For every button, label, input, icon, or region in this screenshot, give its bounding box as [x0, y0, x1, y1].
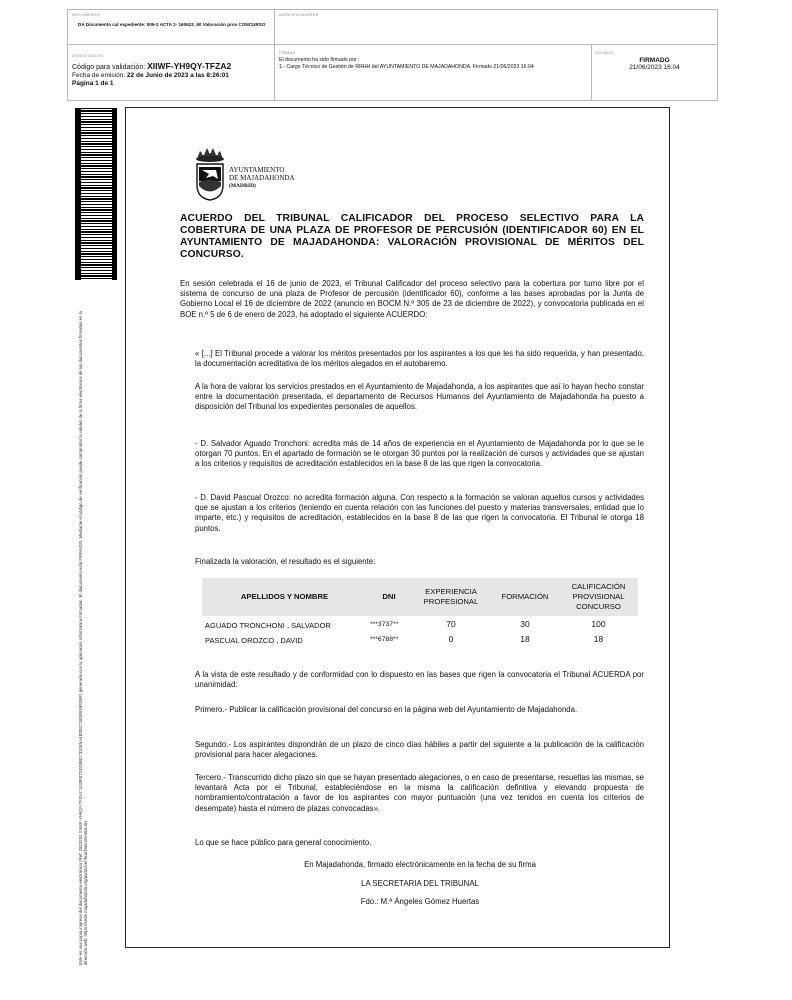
segundo-paragraph: Segundo.- Los aspirantes dispondrán de un plazo de cinco días hábiles a partir del siguiente a la publicación de la calificación provisional para hacer alegaciones.	[195, 740, 644, 760]
codigo-value: XIIWF-YH9QY-TFZA2	[147, 61, 232, 71]
signature-name: Fdo.: M.ª Ángeles Gómez Huertas	[360, 897, 480, 906]
finalizada-paragraph: Finalizada la valoración, el resultado es el siguiente:	[195, 557, 376, 566]
header-apellidos: APELLIDOS Y NOMBRE	[240, 592, 329, 601]
cell-experiencia: 70	[446, 619, 456, 629]
cell-name: AGUADO TRONCHONI , SALVADOR	[205, 621, 331, 630]
otros-datos-cell: OTROS DATOS Código para validación: XIIWF-YH9QY-TFZA2 Fecha de emisión: 22 de Junio de 2023 a las 8:26:01 Página 1 de 1	[67, 44, 275, 101]
estado-date: 21/06/2023 16:04	[629, 64, 680, 71]
firmas-cell: FIRMAS El documento ha sido firmado por : 1.- Cargo Técnico de Gestión de RRHH del AYUNTAMIENTO DE MAJADAHONDA. Firmado 21/06/2023 16:04	[274, 44, 592, 101]
documento-value: DA Documento cal expediente: 009-2 ACTA 2- 160623_60 Valoración prov CONCURSO	[78, 22, 266, 27]
cell-formacion: 30	[520, 619, 530, 629]
cell-dni: ***6788**	[370, 636, 399, 643]
cell-calificacion: 18	[593, 634, 604, 644]
quote-paragraph-2: A la hora de valorar los servicios prestados en el Ayuntamiento de Majadahonda, a los aspirantes que así lo hayan hecho constar entre la documentación presentada, el departamento de Recursos Humanos del Ayuntamiento de Majadahonda ha puesto a disposición del Tribunal los expedientes personales de aquellos.	[195, 382, 644, 412]
header-dni: DNI	[382, 592, 396, 601]
cell-calificacion: 100	[591, 619, 606, 629]
signature-header	[67, 9, 718, 101]
header-formacion: FORMACIÓN	[501, 592, 549, 601]
documento-cell: DOCUMENTO DA Documento cal expediente: 009-2 ACTA 2- 160623_60 Valoración prov CONCURSO	[67, 9, 275, 45]
table-header	[202, 578, 638, 616]
cell-name: PASCUAL OROZCO , DAVID	[205, 636, 303, 645]
header-experiencia: EXPERIENCIA PROFESIONAL	[423, 587, 479, 606]
coat-of-arms-logo	[193, 145, 227, 201]
side-validation-text: Este es una copia impresa del documento electrónico (Ref: 2823292 XIIWF-YH9QY-TFZA2 1133F07DDD0B27332E5A4E0D27182B91BFD8F) generada con la aplicación informática Firmadoc. El documento está FIRMADO. Mediante el código de verificación puede comprobar la validez de la firma electrónica de los documentos firmados en la dirección web: https://sede.majadahonda.org/portal/verificarDocumentos.do	[78, 311, 89, 965]
crown-jewel-right	[216, 153, 218, 155]
codigo-validacion: Código para validación: XIIWF-YH9QY-TFZA2	[72, 61, 232, 71]
vista-paragraph: A la vista de este resultado y de conformidad con lo dispuesto en las bases que rigen la convocatoria el Tribunal ACUERDA por unanimidad:	[195, 670, 644, 690]
signature-place: En Majadahonda, firmado electrónicamente en la fecha de su firma	[304, 860, 536, 869]
identificadores-cell: IDENTIFICADORES	[274, 9, 718, 45]
cell-experiencia: 0	[448, 634, 454, 644]
crown-jewel-center	[209, 151, 211, 153]
quote-paragraph-1: « [...] El Tribunal procede a valorar los méritos presentados por los aspirantes a los que les ha sido requerida, y han presentado, la documentación acreditativa de los méritos alegados en el autobaremo.	[195, 349, 644, 369]
primero-paragraph: Primero.- Publicar la calificación provisional del concurso en la página web del Ayuntamiento de Majadahonda.	[195, 705, 578, 714]
quote-paragraph-4: - D. David Pascual Orozco: no acredita formación alguna. Con respecto a la formación se valoran aquellos cursos y actividades que se ajustan a los criterios (teniendo en cuenta relación con las funciones del puesto y materias transversales, entidad que lo imparte, etc.) y requisitos de acreditación, establecidos en la base 8 de las que rigen la convocatoria. El Tribunal le otorga 18 puntos.	[195, 493, 644, 533]
fecha-emision: Fecha de emisión: 22 de Junio de 2023 a las 8:26:01	[72, 72, 229, 79]
cell-dni: ***3737**	[370, 621, 399, 628]
publico-paragraph: Lo que se hace público para general conocimiento.	[195, 838, 372, 847]
barcode	[75, 108, 117, 280]
tercero-paragraph: Tercero.- Transcurrido dicho plazo sin que se hayan presentado alegaciones, o en caso de presentarse, resueltas las mismas, se levantará Acta por el Tribunal, estableciéndose en la misma la calificación definitiva y elevando propuesta de nombramiento/contratación a favor de los aspirantes con mayor puntuación (una vez tenidos en cuenta los criterios de desempate) hasta el número de plazas convocadas».	[195, 773, 644, 813]
estado-cell: ESTADO FIRMADO 21/06/2023 16:04	[591, 44, 718, 101]
signature-role: LA SECRETARIA DEL TRIBUNAL	[361, 879, 479, 888]
page-number: Página 1 de 1	[72, 80, 114, 87]
header-calificacion: CALIFICACIÓN PROVISIONAL CONCURSO	[571, 582, 626, 611]
document-title: ACUERDO DEL TRIBUNAL CALIFICADOR DEL PROCESO SELECTIVO PARA LA COBERTURA DE UNA PLAZA DE PROFESOR DE PERCUSIÓN (IDENTIFICADOR 60) EN EL AYUNTAMIENTO DE MAJADAHONDA: VALORACIÓN PROVISIONAL DE MÉRITOS DEL CONCURSO.	[180, 213, 644, 260]
cell-formacion: 18	[520, 634, 530, 644]
intro-paragraph: En sesión celebrada el 16 de junio de 2023, el Tribunal Calificador del proceso selectivo para la cobertura por turno libre por el sistema de concurso de una plaza de Profesor de percusión (identificador 60), conforme a las bases aprobadas por la Junta de Gobierno Local el 16 de diciembre de 2022 (anuncio en BOCM N.º 305 de 23 de diciembre de 2022), y convocatoria publicada en el BOE n.º 5 de 6 de enero de 2023, ha adoptado el siguiente ACUERDO:	[180, 279, 644, 319]
crown-base	[196, 156, 224, 162]
estado-value: FIRMADO	[639, 57, 670, 64]
quote-paragraph-3: - D. Salvador Aguado Tronchoni: acredita más de 14 años de experiencia en el Ayuntamiento de Majadahonda por lo que se le otorgan 70 puntos. En el apartado de formación se le otorgan 30 puntos por la realización de cursos y actividades que se ajustan a los criterios y requisitos de acreditación establecidos en la base 8 de las que rigen la convocatoria.	[195, 439, 644, 469]
crown-jewel-left	[202, 153, 204, 155]
organization-name: AYUNTAMIENTO DE MAJADAHONDA (MADRID)	[229, 166, 295, 189]
firma-line: 1.- Cargo Técnico de Gestión de RRHH del AYUNTAMIENTO DE MAJADAHONDA. Firmado 21/06/2023 16:04	[279, 64, 534, 70]
